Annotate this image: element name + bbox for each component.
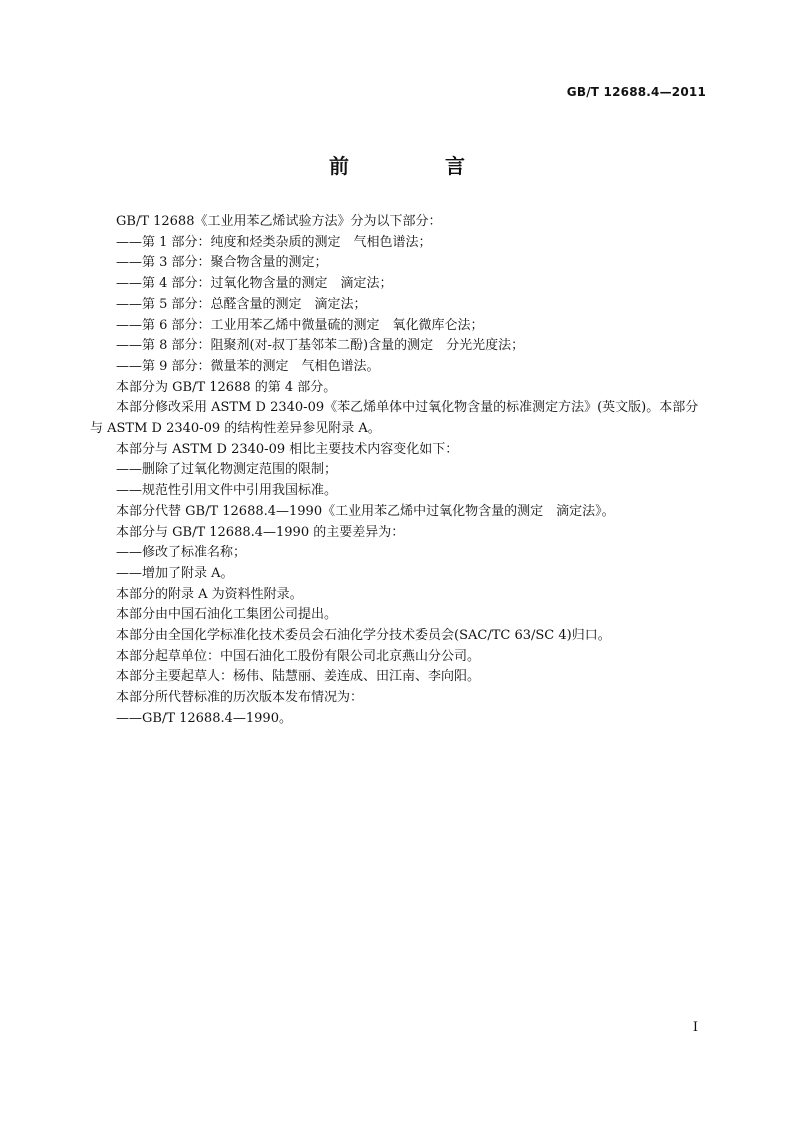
paragraph: 本部分与 GB/T 12688.4—1990 的主要差异为： bbox=[116, 524, 405, 540]
list-item: ——第 6 部分：工业用苯乙烯中微量硫的测定 氧化微库仑法； bbox=[116, 317, 484, 333]
list-item: ——第 3 部分：聚合物含量的测定； bbox=[116, 255, 328, 271]
paragraph: 本部分代替 GB/T 12688.4—1990《工业用苯乙烯中过氧化物含量的测定 滴定法》。 bbox=[116, 503, 615, 519]
page-number: I bbox=[692, 1020, 698, 1035]
paragraph: 本部分与 ASTM D 2340-09 相比主要技术内容变化如下： bbox=[116, 441, 459, 457]
standard-code: GB/T 12688.4—2011 bbox=[566, 85, 706, 99]
list-item: ——第 8 部分：阻聚剂(对-叔丁基邻苯二酚)含量的测定 分光光度法； bbox=[116, 338, 525, 354]
paragraph: 本部分修改采用 ASTM D 2340-09《苯乙烯单体中过氧化物含量的标准测定方法》(英文版)。本部分与 ASTM D 2340-09 的结构性差异参见附录 A。 bbox=[90, 400, 699, 437]
foreword-body bbox=[90, 212, 707, 730]
paragraph: 本部分起草单位：中国石油化工股份有限公司北京燕山分公司。 bbox=[116, 648, 481, 664]
page-title: 前 言 bbox=[329, 154, 503, 178]
paragraph: 本部分所代替标准的历次版本发布情况为： bbox=[116, 690, 364, 706]
paragraph: 本部分的附录 A 为资料性附录。 bbox=[116, 586, 303, 602]
paragraph: 本部分由中国石油化工集团公司提出。 bbox=[116, 607, 338, 623]
list-item: ——第 5 部分：总醛含量的测定 滴定法； bbox=[116, 296, 367, 312]
paragraph: 本部分主要起草人：杨伟、陆慧丽、姜连成、田江南、李向阳。 bbox=[116, 669, 481, 685]
list-item: ——第 9 部分：微量苯的测定 气相色谱法。 bbox=[116, 358, 380, 374]
list-item: ——第 4 部分：过氧化物含量的测定 滴定法； bbox=[116, 276, 393, 292]
paragraph: GB/T 12688《工业用苯乙烯试验方法》分为以下部分： bbox=[116, 214, 442, 229]
list-item: ——修改了标准名称； bbox=[116, 545, 247, 561]
list-item: ——增加了附录 A。 bbox=[116, 565, 234, 581]
paragraph: 本部分为 GB/T 12688 的第 4 部分。 bbox=[116, 379, 337, 395]
list-item: ——删除了过氧化物测定范围的限制； bbox=[116, 462, 338, 478]
paragraph: 本部分由全国化学标准化技术委员会石油化学分技术委员会(SAC/TC 63/SC 4)归口。 bbox=[116, 628, 611, 644]
list-item: ——规范性引用文件中引用我国标准。 bbox=[116, 483, 338, 499]
list-item: ——GB/T 12688.4—1990。 bbox=[116, 710, 292, 726]
list-item: ——第 1 部分：纯度和烃类杂质的测定 气相色谱法； bbox=[116, 234, 432, 250]
